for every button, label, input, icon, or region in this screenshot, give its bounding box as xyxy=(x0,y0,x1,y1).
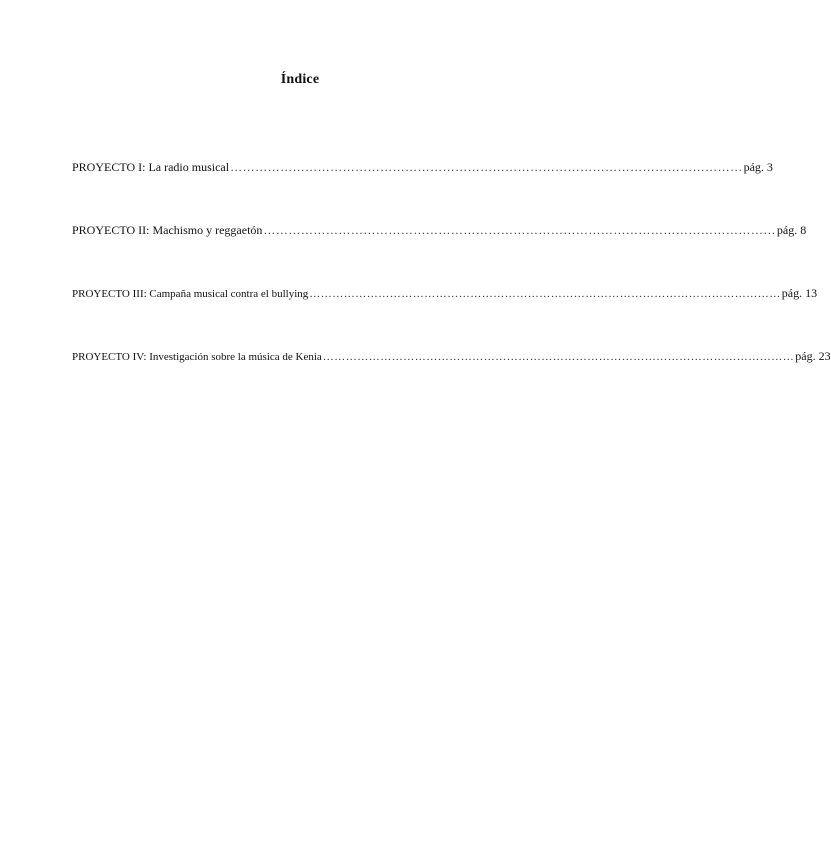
toc-entry-label: PROYECTO I: La radio musical xyxy=(72,160,230,174)
toc-entry-proyecto-1 xyxy=(72,160,773,175)
toc-entry-proyecto-4 xyxy=(72,349,831,364)
toc-entry-proyecto-3 xyxy=(72,286,818,301)
toc-leader-dots: …………………………………………………………………………………………………………… xyxy=(230,160,743,174)
toc-entry-proyecto-2 xyxy=(72,223,807,238)
toc-entry-label: PROYECTO IV: Investigación sobre la música de Kenia xyxy=(72,351,322,363)
toc-leader-dots: …………………………………………………………………………………………………………… xyxy=(322,351,795,363)
toc-page-number: pág. 13 xyxy=(781,286,818,300)
toc-entry-label: PROYECTO III: Campaña musical contra el bullying xyxy=(72,288,309,300)
toc-leader-dots: …………………………………………………………………………………………………………… xyxy=(263,223,776,237)
toc-entry-label: PROYECTO II: Machismo y reggaetón xyxy=(72,223,263,237)
toc-page-number: pág. 3 xyxy=(743,160,773,174)
toc-page-number: pág. 23 xyxy=(795,349,831,363)
toc-page-number: pág. 8 xyxy=(776,223,807,237)
toc-leader-dots: …………………………………………………………………………………………………………… xyxy=(309,288,781,300)
index-title: Índice xyxy=(280,72,320,87)
